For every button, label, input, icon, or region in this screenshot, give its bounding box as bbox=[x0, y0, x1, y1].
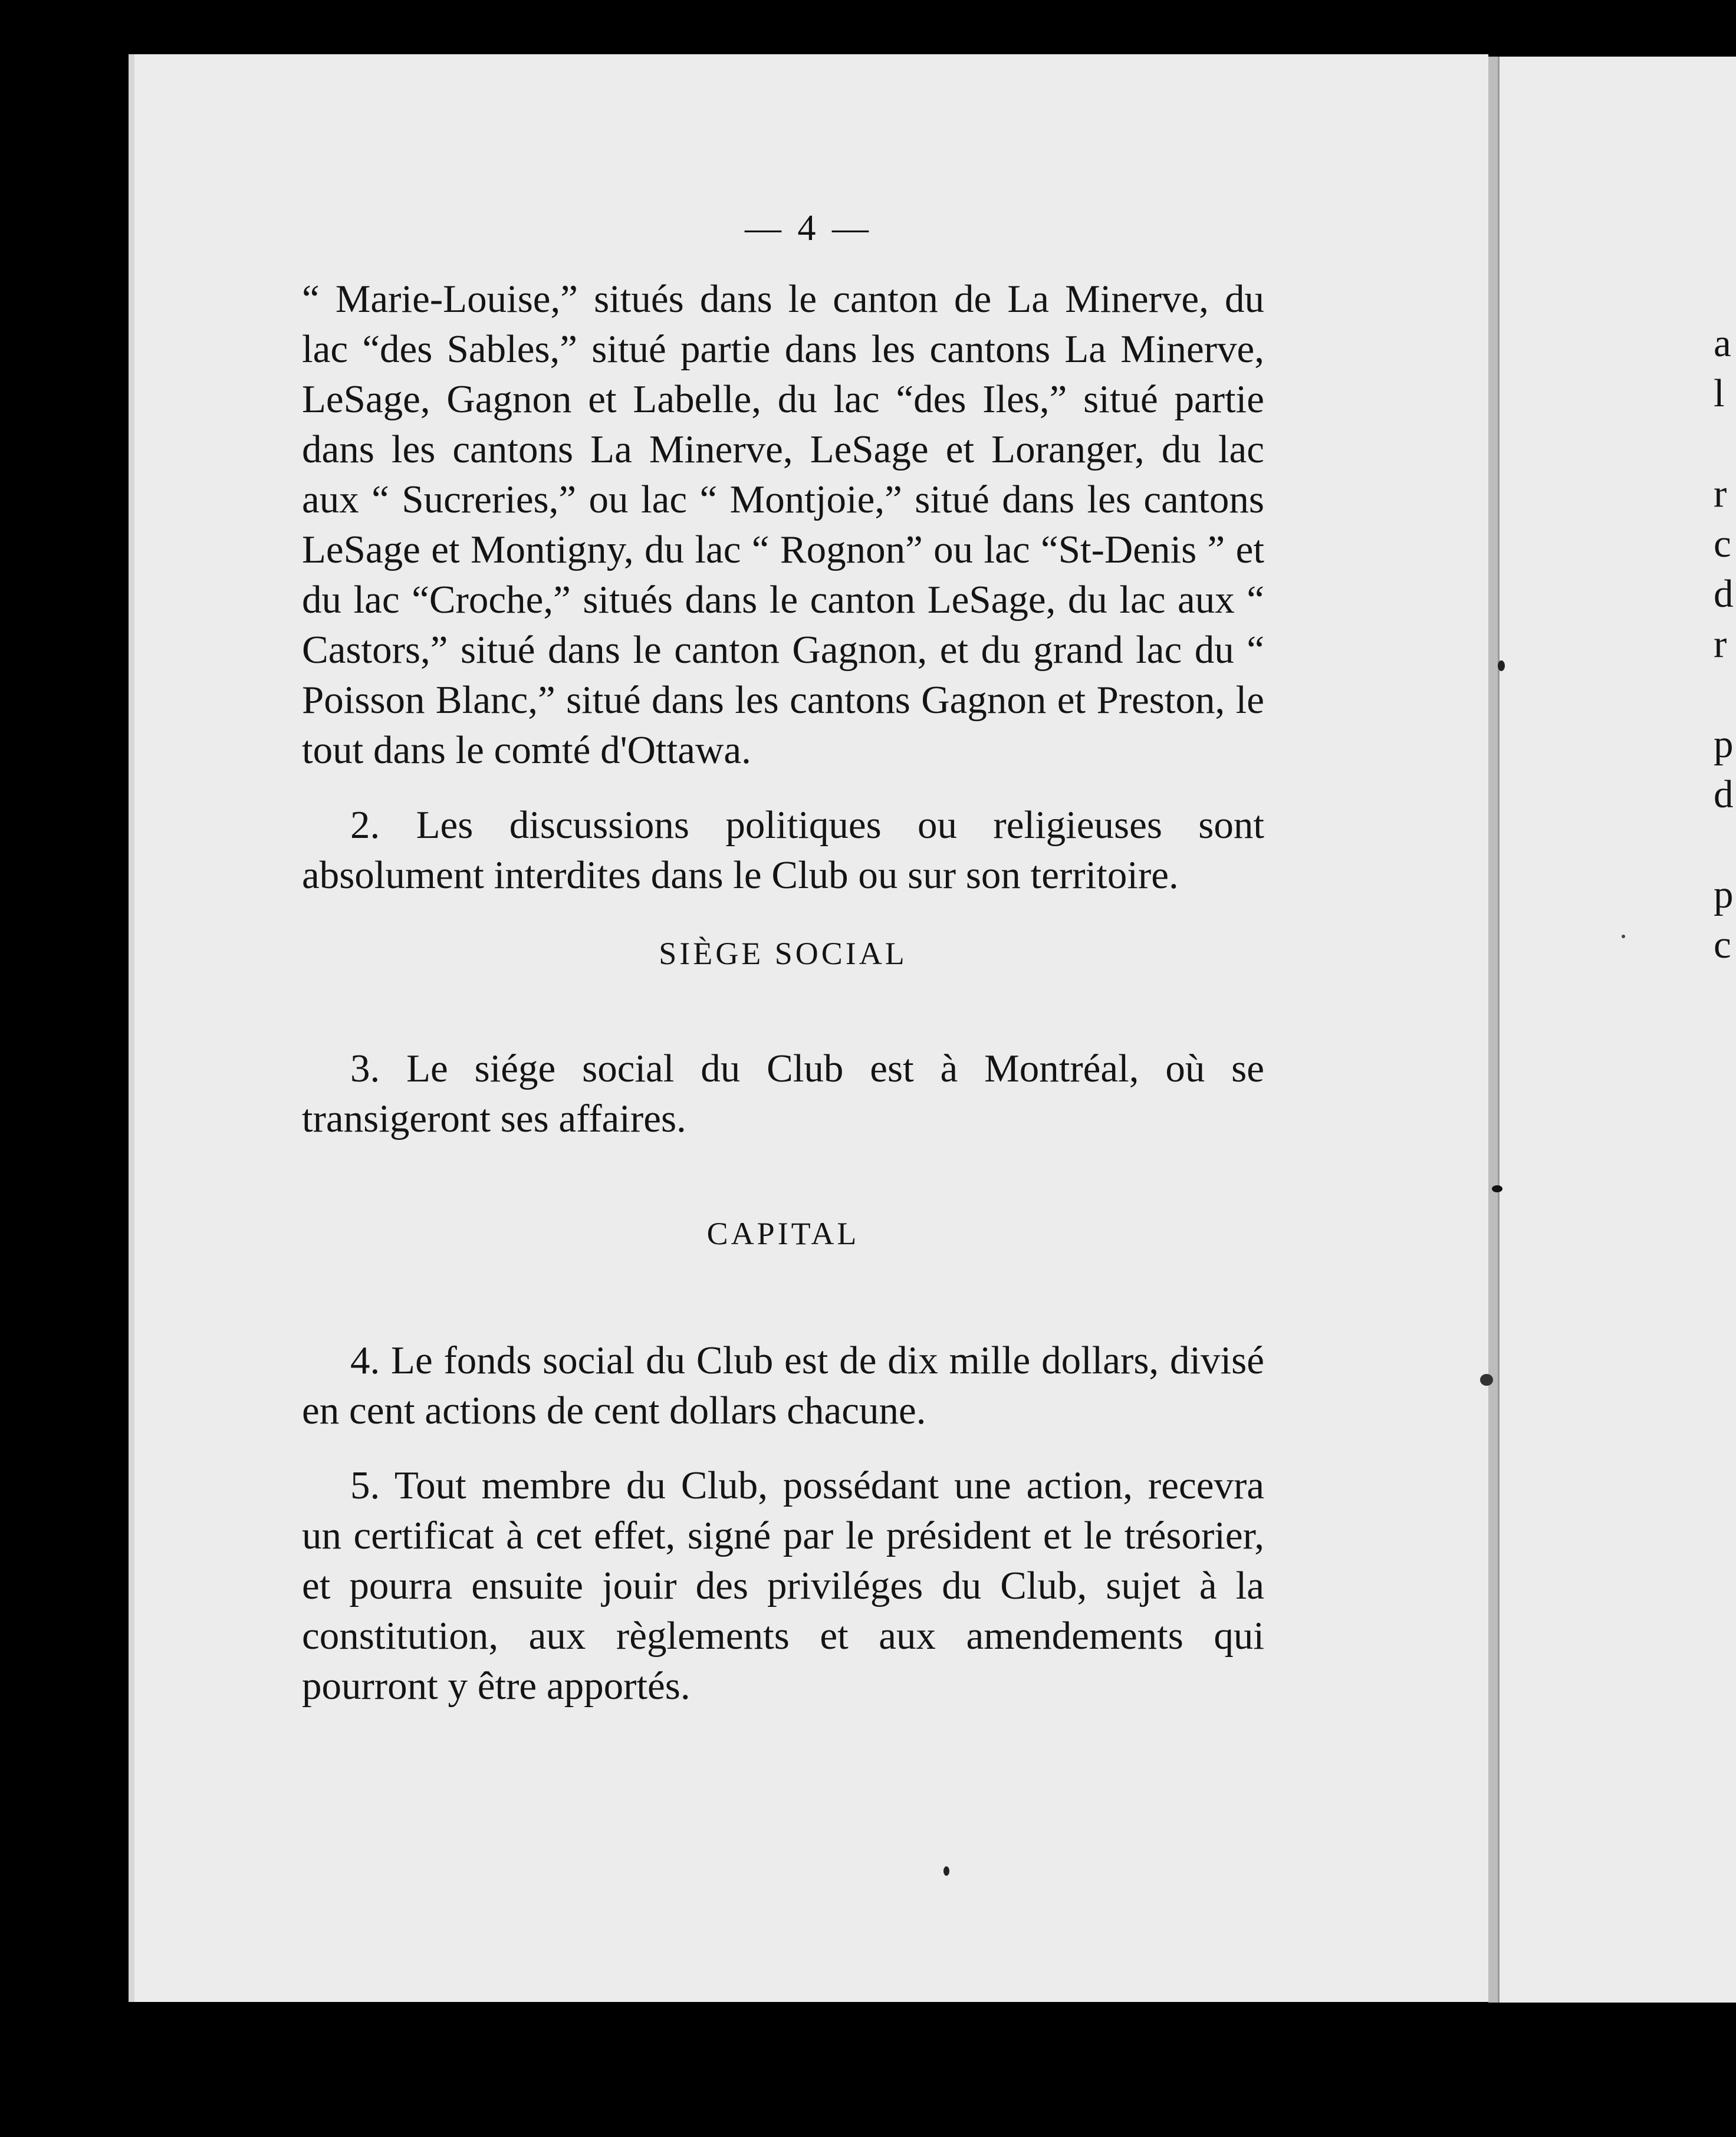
edge-char bbox=[1714, 419, 1736, 469]
edge-char bbox=[1714, 669, 1736, 719]
page-number: — 4 — bbox=[745, 208, 872, 248]
ink-speck bbox=[1622, 935, 1625, 938]
edge-char: c bbox=[1714, 522, 1731, 566]
edge-char: p bbox=[1714, 873, 1734, 916]
edge-char: p bbox=[1714, 722, 1734, 766]
edge-char bbox=[1714, 820, 1736, 870]
ink-speck bbox=[1492, 1185, 1502, 1192]
edge-char: d bbox=[1714, 572, 1734, 616]
paragraph-lakes: “ Marie-Louise,” situés dans le canton de La Minerve, du lac “des Sables,” situé partie dans les cantons La Minerve, LeSage, Gagnon et Labelle, du lac “des Iles,” situé partie dans les cantons La Minerve, LeSage et Loranger, du lac aux “ Sucreries,” ou lac “ Montjoie,” situé dans les cantons LeSage et Montigny, du lac “ Rognon” ou lac “St-Denis ” et du lac “Croche,” situés dans le canton LeSage, du lac aux “ Castors,” situé dans le canton Gagnon, et du grand lac du “ Poisson Blanc,” situé dans les cantons Gagnon et Preston, le tout dans le comté d'Ottawa. bbox=[302, 277, 1264, 772]
heading-siege-social: SIÈGE SOCIAL bbox=[659, 936, 908, 971]
ink-speck bbox=[943, 1866, 949, 1876]
edge-char: r bbox=[1714, 472, 1727, 515]
ink-speck bbox=[1480, 1374, 1493, 1386]
edge-char: c bbox=[1714, 923, 1731, 966]
facing-page-text-fragments bbox=[1714, 318, 1736, 970]
heading-capital: CAPITAL bbox=[706, 1216, 860, 1251]
edge-char: d bbox=[1714, 772, 1734, 816]
facing-page-edge bbox=[1498, 57, 1736, 2003]
edge-char: r bbox=[1714, 622, 1727, 666]
ink-speck bbox=[1498, 660, 1505, 671]
edge-char: l bbox=[1714, 371, 1725, 415]
paragraph-article-2: 2. Les discussions politiques ou religieuses sont absolument interdites dans le Club ou sur son territoire. bbox=[302, 803, 1264, 897]
paragraph-article-4: 4. Le fonds social du Club est de dix mille dollars, divisé en cent actions de cent dollars chacune. bbox=[302, 1339, 1264, 1432]
paragraph-article-3: 3. Le siége social du Club est à Montréal, où se transigeront ses affaires. bbox=[302, 1047, 1264, 1140]
edge-char: a bbox=[1714, 321, 1731, 365]
paragraph-article-5: 5. Tout membre du Club, possédant une action, recevra un certificat à cet effet, signé par le président et le trésorier, et pourra ensuite jouir des priviléges du Club, sujet à la constitution, aux règlements et aux amendements qui pourront y être apportés. bbox=[302, 1464, 1264, 1708]
page-body bbox=[302, 274, 1264, 1711]
book-gutter bbox=[1488, 57, 1498, 2003]
